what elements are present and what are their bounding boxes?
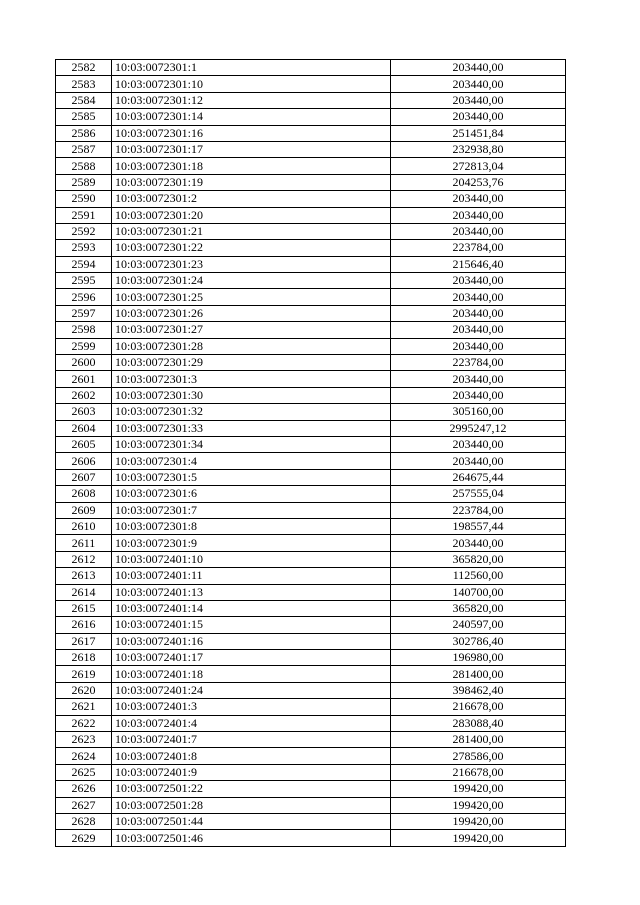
value-cell: 398462,40: [391, 682, 566, 698]
table-row: [56, 797, 566, 813]
cadastral-number-cell: 10:03:0072301:30: [112, 387, 391, 403]
table-row: [56, 305, 566, 321]
row-number-cell: 2584: [56, 92, 112, 108]
value-cell: 203440,00: [391, 338, 566, 354]
cadastral-number-cell: 10:03:0072401:3: [112, 699, 391, 715]
table-row: [56, 666, 566, 682]
row-number-cell: 2626: [56, 781, 112, 797]
table-row: [56, 174, 566, 190]
value-cell: 203440,00: [391, 453, 566, 469]
cadastral-number-cell: 10:03:0072301:28: [112, 338, 391, 354]
cadastral-number-cell: 10:03:0072301:9: [112, 535, 391, 551]
row-number-cell: 2614: [56, 584, 112, 600]
value-cell: 305160,00: [391, 404, 566, 420]
cadastral-number-cell: 10:03:0072401:16: [112, 633, 391, 649]
row-number-cell: 2606: [56, 453, 112, 469]
row-number-cell: 2605: [56, 436, 112, 452]
row-number-cell: 2589: [56, 174, 112, 190]
cadastral-number-cell: 10:03:0072301:14: [112, 109, 391, 125]
cadastral-number-cell: 10:03:0072401:10: [112, 551, 391, 567]
cadastral-number-cell: 10:03:0072401:17: [112, 650, 391, 666]
value-cell: 365820,00: [391, 551, 566, 567]
cadastral-number-cell: 10:03:0072501:46: [112, 830, 391, 846]
row-number-cell: 2594: [56, 256, 112, 272]
cadastral-number-cell: 10:03:0072401:9: [112, 764, 391, 780]
table-row: [56, 158, 566, 174]
table-row: [56, 568, 566, 584]
value-cell: 203440,00: [391, 273, 566, 289]
table-row: [56, 256, 566, 272]
row-number-cell: 2611: [56, 535, 112, 551]
cadastral-number-cell: 10:03:0072401:11: [112, 568, 391, 584]
row-number-cell: 2608: [56, 486, 112, 502]
cadastral-number-cell: 10:03:0072301:33: [112, 420, 391, 436]
cadastral-number-cell: 10:03:0072301:12: [112, 92, 391, 108]
value-cell: 198557,44: [391, 518, 566, 534]
table-row: [56, 486, 566, 502]
row-number-cell: 2593: [56, 240, 112, 256]
cadastral-number-cell: 10:03:0072301:34: [112, 436, 391, 452]
cadastral-number-cell: 10:03:0072301:26: [112, 305, 391, 321]
row-number-cell: 2583: [56, 76, 112, 92]
table-row: [56, 600, 566, 616]
cadastral-number-cell: 10:03:0072401:14: [112, 600, 391, 616]
cadastral-number-cell: 10:03:0072301:18: [112, 158, 391, 174]
row-number-cell: 2628: [56, 813, 112, 829]
row-number-cell: 2592: [56, 223, 112, 239]
row-number-cell: 2597: [56, 305, 112, 321]
table-row: [56, 764, 566, 780]
row-number-cell: 2598: [56, 322, 112, 338]
document-page: [55, 59, 566, 847]
cadastral-number-cell: 10:03:0072301:29: [112, 355, 391, 371]
cadastral-value-table: [55, 59, 566, 847]
row-number-cell: 2590: [56, 191, 112, 207]
value-cell: 203440,00: [391, 289, 566, 305]
value-cell: 283088,40: [391, 715, 566, 731]
cadastral-number-cell: 10:03:0072301:22: [112, 240, 391, 256]
cadastral-number-cell: 10:03:0072301:20: [112, 207, 391, 223]
value-cell: 2995247,12: [391, 420, 566, 436]
cadastral-number-cell: 10:03:0072301:10: [112, 76, 391, 92]
cadastral-number-cell: 10:03:0072301:24: [112, 273, 391, 289]
cadastral-number-cell: 10:03:0072301:16: [112, 125, 391, 141]
table-row: [56, 404, 566, 420]
value-cell: 264675,44: [391, 469, 566, 485]
cadastral-number-cell: 10:03:0072401:8: [112, 748, 391, 764]
value-cell: 204253,76: [391, 174, 566, 190]
value-cell: 203440,00: [391, 76, 566, 92]
row-number-cell: 2617: [56, 633, 112, 649]
table-row: [56, 420, 566, 436]
value-cell: 240597,00: [391, 617, 566, 633]
table-row: [56, 436, 566, 452]
table-row: [56, 633, 566, 649]
value-cell: 203440,00: [391, 109, 566, 125]
value-cell: 365820,00: [391, 600, 566, 616]
row-number-cell: 2600: [56, 355, 112, 371]
row-number-cell: 2623: [56, 732, 112, 748]
table-row: [56, 502, 566, 518]
table-row: [56, 240, 566, 256]
table-row: [56, 322, 566, 338]
row-number-cell: 2620: [56, 682, 112, 698]
table-row: [56, 518, 566, 534]
value-cell: 199420,00: [391, 830, 566, 846]
cadastral-number-cell: 10:03:0072301:6: [112, 486, 391, 502]
row-number-cell: 2603: [56, 404, 112, 420]
table-row: [56, 387, 566, 403]
cadastral-number-cell: 10:03:0072301:19: [112, 174, 391, 190]
row-number-cell: 2616: [56, 617, 112, 633]
value-cell: 203440,00: [391, 92, 566, 108]
table-row: [56, 207, 566, 223]
row-number-cell: 2585: [56, 109, 112, 125]
value-cell: 281400,00: [391, 666, 566, 682]
cadastral-number-cell: 10:03:0072301:7: [112, 502, 391, 518]
cadastral-number-cell: 10:03:0072401:13: [112, 584, 391, 600]
value-cell: 196980,00: [391, 650, 566, 666]
row-number-cell: 2587: [56, 141, 112, 157]
table-row: [56, 125, 566, 141]
row-number-cell: 2582: [56, 60, 112, 76]
value-cell: 232938,80: [391, 141, 566, 157]
table-row: [56, 732, 566, 748]
value-cell: 203440,00: [391, 191, 566, 207]
row-number-cell: 2596: [56, 289, 112, 305]
cadastral-number-cell: 10:03:0072301:17: [112, 141, 391, 157]
row-number-cell: 2622: [56, 715, 112, 731]
value-cell: 203440,00: [391, 387, 566, 403]
cadastral-number-cell: 10:03:0072401:7: [112, 732, 391, 748]
value-cell: 203440,00: [391, 436, 566, 452]
table-row: [56, 748, 566, 764]
table-row: [56, 92, 566, 108]
row-number-cell: 2604: [56, 420, 112, 436]
row-number-cell: 2609: [56, 502, 112, 518]
table-body: [56, 60, 566, 847]
row-number-cell: 2624: [56, 748, 112, 764]
row-number-cell: 2591: [56, 207, 112, 223]
table-row: [56, 60, 566, 76]
table-row: [56, 551, 566, 567]
cadastral-number-cell: 10:03:0072301:2: [112, 191, 391, 207]
cadastral-number-cell: 10:03:0072301:25: [112, 289, 391, 305]
table-row: [56, 682, 566, 698]
cadastral-number-cell: 10:03:0072401:24: [112, 682, 391, 698]
value-cell: 272813,04: [391, 158, 566, 174]
table-row: [56, 109, 566, 125]
table-row: [56, 617, 566, 633]
cadastral-number-cell: 10:03:0072501:44: [112, 813, 391, 829]
cadastral-number-cell: 10:03:0072301:23: [112, 256, 391, 272]
table-row: [56, 650, 566, 666]
cadastral-number-cell: 10:03:0072401:4: [112, 715, 391, 731]
table-row: [56, 76, 566, 92]
table-row: [56, 355, 566, 371]
row-number-cell: 2602: [56, 387, 112, 403]
table-row: [56, 289, 566, 305]
value-cell: 203440,00: [391, 305, 566, 321]
table-row: [56, 371, 566, 387]
row-number-cell: 2601: [56, 371, 112, 387]
row-number-cell: 2588: [56, 158, 112, 174]
table-row: [56, 813, 566, 829]
cadastral-number-cell: 10:03:0072301:3: [112, 371, 391, 387]
table-row: [56, 453, 566, 469]
value-cell: 199420,00: [391, 813, 566, 829]
value-cell: 203440,00: [391, 371, 566, 387]
table-row: [56, 338, 566, 354]
table-row: [56, 273, 566, 289]
table-row: [56, 469, 566, 485]
value-cell: 278586,00: [391, 748, 566, 764]
table-row: [56, 699, 566, 715]
cadastral-number-cell: 10:03:0072501:28: [112, 797, 391, 813]
table-row: [56, 830, 566, 846]
value-cell: 203440,00: [391, 207, 566, 223]
row-number-cell: 2613: [56, 568, 112, 584]
table-row: [56, 584, 566, 600]
row-number-cell: 2621: [56, 699, 112, 715]
cadastral-number-cell: 10:03:0072301:21: [112, 223, 391, 239]
value-cell: 223784,00: [391, 240, 566, 256]
value-cell: 112560,00: [391, 568, 566, 584]
row-number-cell: 2607: [56, 469, 112, 485]
row-number-cell: 2619: [56, 666, 112, 682]
value-cell: 257555,04: [391, 486, 566, 502]
value-cell: 216678,00: [391, 764, 566, 780]
value-cell: 199420,00: [391, 797, 566, 813]
cadastral-number-cell: 10:03:0072401:15: [112, 617, 391, 633]
table-row: [56, 535, 566, 551]
cadastral-number-cell: 10:03:0072401:18: [112, 666, 391, 682]
row-number-cell: 2610: [56, 518, 112, 534]
value-cell: 203440,00: [391, 223, 566, 239]
row-number-cell: 2595: [56, 273, 112, 289]
row-number-cell: 2627: [56, 797, 112, 813]
cadastral-number-cell: 10:03:0072301:27: [112, 322, 391, 338]
value-cell: 223784,00: [391, 355, 566, 371]
row-number-cell: 2586: [56, 125, 112, 141]
value-cell: 216678,00: [391, 699, 566, 715]
table-row: [56, 715, 566, 731]
cadastral-number-cell: 10:03:0072301:5: [112, 469, 391, 485]
value-cell: 302786,40: [391, 633, 566, 649]
row-number-cell: 2618: [56, 650, 112, 666]
value-cell: 215646,40: [391, 256, 566, 272]
value-cell: 281400,00: [391, 732, 566, 748]
row-number-cell: 2629: [56, 830, 112, 846]
table-row: [56, 781, 566, 797]
value-cell: 203440,00: [391, 322, 566, 338]
row-number-cell: 2625: [56, 764, 112, 780]
cadastral-number-cell: 10:03:0072301:1: [112, 60, 391, 76]
cadastral-number-cell: 10:03:0072501:22: [112, 781, 391, 797]
cadastral-number-cell: 10:03:0072301:8: [112, 518, 391, 534]
cadastral-number-cell: 10:03:0072301:4: [112, 453, 391, 469]
table-row: [56, 191, 566, 207]
table-row: [56, 223, 566, 239]
row-number-cell: 2599: [56, 338, 112, 354]
row-number-cell: 2615: [56, 600, 112, 616]
row-number-cell: 2612: [56, 551, 112, 567]
value-cell: 199420,00: [391, 781, 566, 797]
cadastral-number-cell: 10:03:0072301:32: [112, 404, 391, 420]
value-cell: 203440,00: [391, 60, 566, 76]
value-cell: 203440,00: [391, 535, 566, 551]
value-cell: 140700,00: [391, 584, 566, 600]
table-row: [56, 141, 566, 157]
value-cell: 251451,84: [391, 125, 566, 141]
value-cell: 223784,00: [391, 502, 566, 518]
